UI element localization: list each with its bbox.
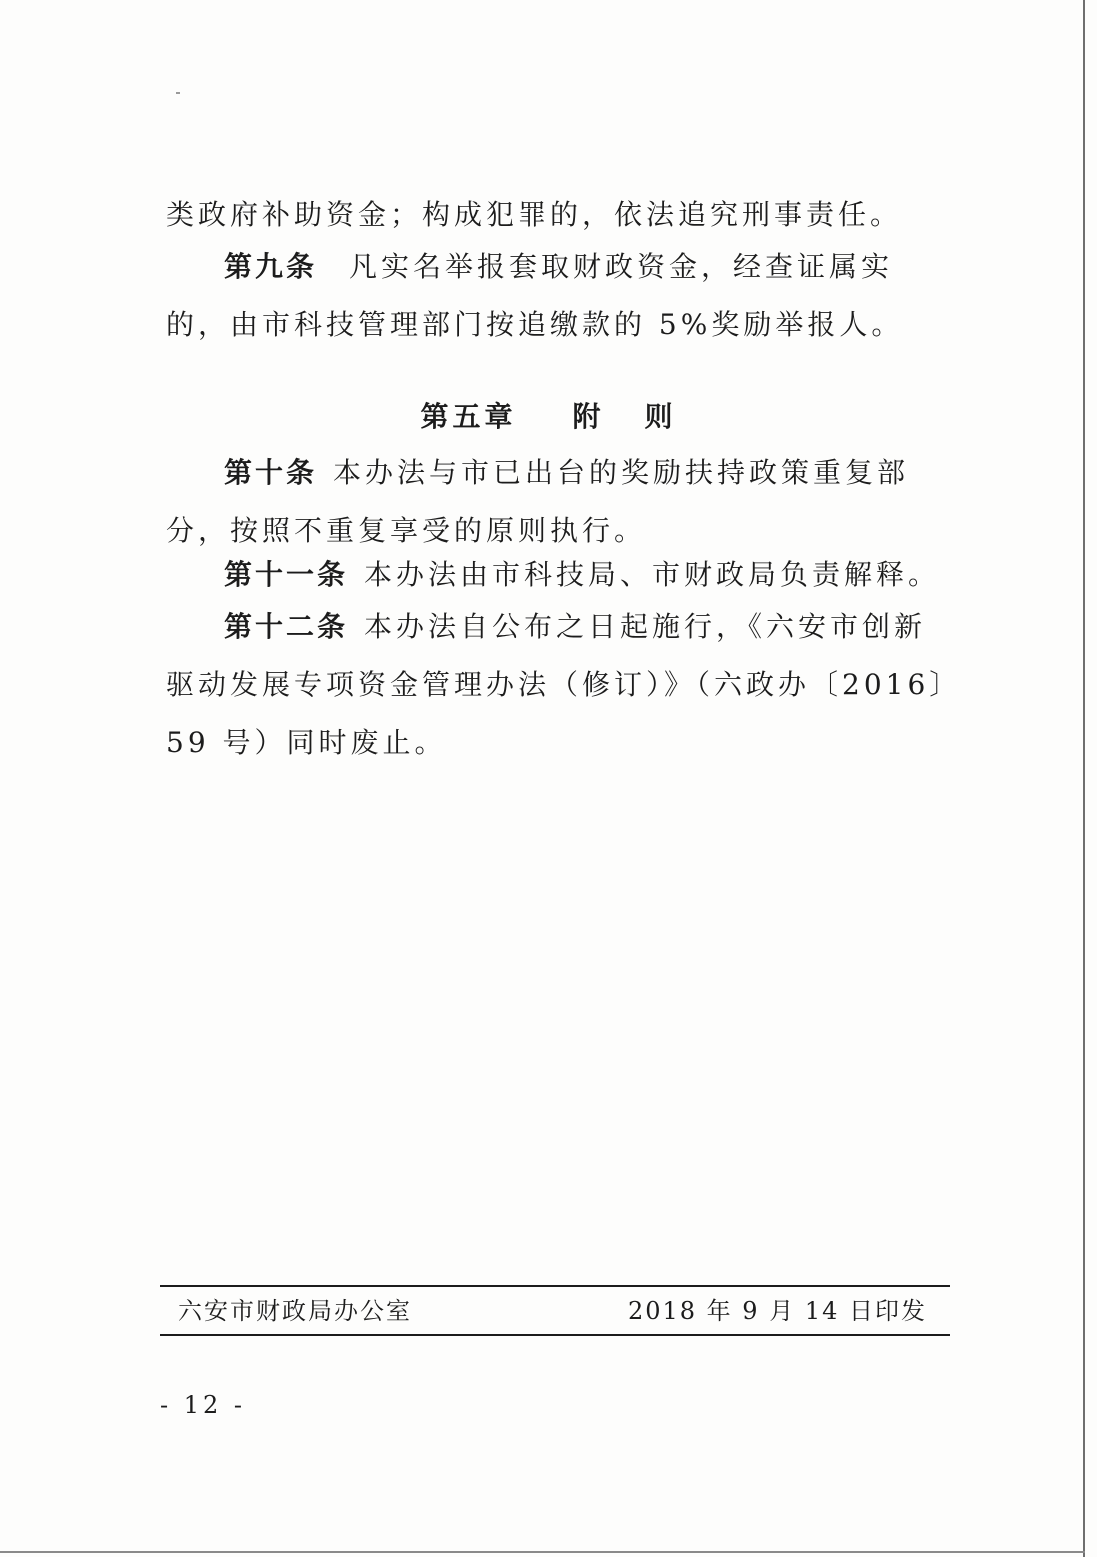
- issue-date: 2018 年 9 月 14 日印发: [627, 1297, 927, 1325]
- article-text: 本办法与市已出台的奖励扶持政策重复部分，按照不重复享受的原则执行。: [166, 456, 910, 547]
- article-10: [166, 444, 956, 560]
- chapter-title-part1: 附: [572, 400, 605, 433]
- paragraph-continuation: [166, 186, 956, 244]
- paragraph-text: 类政府补助资金；构成犯罪的，依法追究刑事责任。: [166, 198, 903, 231]
- footer-bottom-rule: [160, 1334, 950, 1336]
- article-text: 本办法由市科技局、市财政局负责解释。: [364, 558, 941, 591]
- chapter-heading: [0, 392, 1097, 442]
- article-number: 第十条: [224, 456, 318, 489]
- article-9: [166, 238, 956, 354]
- chapter-title-part2: 则: [644, 400, 677, 433]
- article-text: 凡实名举报套取财政资金，经查证属实的，由市科技管理部门按追缴款的 5%奖励举报人。: [166, 250, 904, 341]
- chapter-number: 第五章: [420, 400, 517, 433]
- issuing-office: 六安市财政局办公室: [178, 1297, 412, 1325]
- article-11: [166, 546, 956, 604]
- scan-speck: [176, 92, 180, 94]
- scan-edge-bottom: [0, 1551, 1085, 1553]
- article-number: 第九条: [224, 250, 318, 283]
- page-number: - 12 -: [160, 1391, 247, 1419]
- article-number: 第十二条: [224, 610, 349, 643]
- article-number: 第十一条: [224, 558, 349, 591]
- footer-top-rule: [160, 1285, 950, 1287]
- article-text: 本办法自公布之日起施行，《六安市创新驱动发展专项资金管理办法（修订）》（六政办〔2016〕59 号）同时废止。: [166, 610, 948, 759]
- scan-edge-right: [1083, 0, 1085, 1557]
- article-12: [166, 598, 956, 772]
